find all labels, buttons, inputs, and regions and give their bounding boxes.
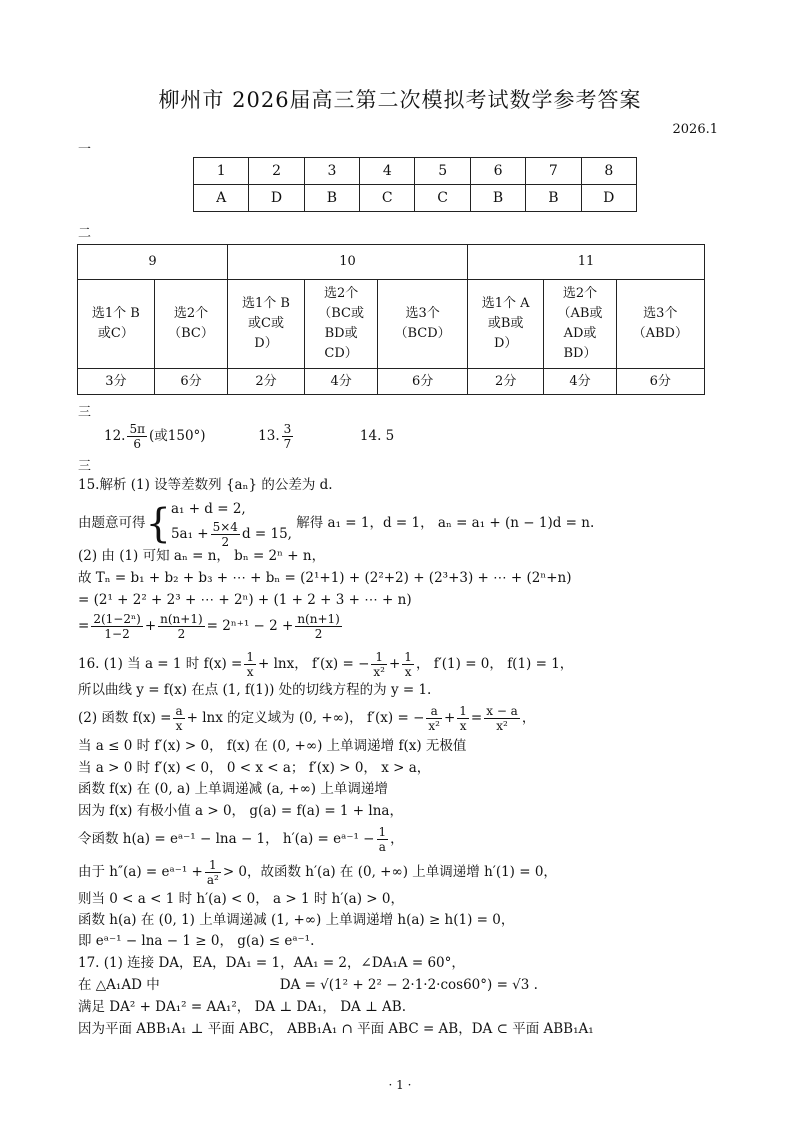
numerator: n(n+1) — [297, 612, 340, 626]
question-number: 8 — [581, 158, 636, 185]
question-number: 3 — [304, 158, 359, 185]
option-cell — [304, 280, 377, 369]
answer-cell: A — [194, 185, 249, 212]
numerator: 2(1−2ⁿ) — [93, 612, 141, 626]
numerator: 5×4 — [212, 520, 238, 534]
denominator: 2 — [221, 535, 230, 549]
multiple-choice-answer-table — [193, 157, 637, 212]
text: 令函数 h(a) = eᵃ⁻¹ − lna − 1， h′(a) = eᵃ⁻¹ − — [78, 831, 375, 847]
option-line: D） — [254, 336, 278, 351]
q13-fraction — [282, 422, 294, 451]
option-line: 选1个 B — [91, 306, 140, 321]
section-two-label: 二 — [78, 226, 92, 241]
equation: a₁ + d = 2, — [170, 501, 246, 517]
text: ， f′(1) = 0， f(1) = 1， — [415, 656, 574, 672]
option-line: 或C或 — [248, 316, 284, 331]
text: 解得 a₁ = 1，d = 1， aₙ = a₁ + (n − 1)d = n. — [296, 515, 595, 531]
fraction — [484, 704, 520, 733]
answer-cell: B — [304, 185, 359, 212]
q12-suffix: (或150°) — [149, 428, 206, 444]
score-cell: 3分 — [78, 369, 155, 395]
option-cell — [378, 280, 468, 369]
q16-line: 即 eᵃ⁻¹ − lna − 1 ≥ 0， g(a) ≤ eᵃ⁻¹. — [78, 933, 315, 949]
fraction — [371, 650, 387, 679]
fraction — [211, 520, 240, 549]
q17-line: 满足 DA² + DA₁² = AA₁²， DA ⊥ DA₁， DA ⊥ AB. — [78, 999, 407, 1015]
answer-cell: B — [526, 185, 581, 212]
page-title: 柳州市 2026届高三第二次模拟考试数学参考答案 — [158, 88, 642, 112]
q16-line: 因为 f(x) 有极小值 a > 0， g(a) = f(a) = 1 + lna， — [78, 803, 403, 819]
denominator: x² — [428, 719, 440, 733]
option-line: BD或 — [324, 326, 358, 341]
q16-line — [78, 650, 573, 679]
page-number: · 1 · — [388, 1078, 412, 1092]
section-three-label: 三 — [78, 405, 92, 420]
question-number: 4 — [360, 158, 415, 185]
numerator: 1 — [205, 858, 221, 873]
denominator: 6 — [133, 437, 142, 451]
denominator: 2 — [177, 627, 186, 641]
q15-line: 15.解析 (1) 设等差数列 {aₙ} 的公差为 d. — [78, 477, 333, 493]
option-line: AD或 — [563, 326, 597, 341]
question-header: 10 — [228, 245, 468, 280]
question-number: 7 — [526, 158, 581, 185]
option-line: 选3个 — [643, 306, 678, 321]
text: 16. (1) 当 a = 1 时 f(x) = — [78, 656, 243, 672]
q17-line: 17. (1) 连接 DA，EA，DA₁ = 1，AA₁ = 2，∠DA₁A = 60°， — [78, 955, 465, 971]
text: 在 △A₁AD 中 — [78, 977, 160, 993]
option-line: 选2个 — [323, 286, 359, 301]
score-cell: 6分 — [616, 369, 704, 395]
question-number: 2 — [249, 158, 304, 185]
q15-line: 故 Tₙ = b₁ + b₂ + b₃ + ⋯ + bₙ = (2¹+1) + (2²+2) + (2³+3) + ⋯ + (2ⁿ+n) — [78, 570, 572, 586]
option-line: 选1个 B — [242, 296, 290, 311]
option-line: 或B或 — [487, 316, 524, 331]
text: > 0，故函数 h′(a) 在 (0, +∞) 上单调递增 h′(1) = 0， — [222, 864, 557, 880]
option-line: （ABD） — [632, 326, 688, 341]
text: ， — [521, 710, 536, 726]
question-number: 5 — [415, 158, 470, 185]
q16-line: 函数 f(x) 在 (0, a) 上单调递减 (a, +∞) 上单调递增 — [78, 781, 388, 797]
numerator: 1 — [378, 825, 387, 839]
option-cell — [544, 280, 616, 369]
table-row — [194, 185, 637, 212]
numerator: n(n+1) — [160, 612, 203, 626]
option-line: （BCD） — [394, 326, 451, 341]
question-header: 11 — [467, 245, 704, 280]
score-cell: 4分 — [544, 369, 616, 395]
score-cell: 4分 — [304, 369, 377, 395]
fill-in-answers — [104, 422, 394, 451]
option-line: 选2个 — [173, 306, 209, 321]
q12-fraction — [127, 422, 147, 451]
fraction — [426, 704, 442, 733]
section-one-label: 一 — [78, 142, 92, 157]
option-line: 选2个 — [562, 286, 598, 301]
numerator: a — [426, 704, 442, 719]
answer-cell: B — [470, 185, 525, 212]
text: d = 15, — [241, 526, 292, 542]
numerator: 5π — [129, 422, 146, 436]
option-line: CD） — [324, 346, 358, 361]
score-cell: 2分 — [467, 369, 544, 395]
q15-sum-line — [78, 612, 344, 641]
text: 由题意可得 — [78, 515, 146, 531]
fraction — [158, 612, 205, 641]
q14-answer: 14. 5 — [359, 428, 395, 444]
denominator: x — [246, 665, 254, 679]
numerator: 3 — [283, 422, 292, 436]
table-row — [194, 158, 637, 185]
q15-line: (2) 由 (1) 可知 aₙ = n， bₙ = 2ⁿ + n， — [78, 548, 326, 564]
denominator: 7 — [283, 437, 292, 451]
option-line: 选1个 A — [481, 296, 530, 311]
text: ， — [390, 831, 404, 847]
exam-date: 2026.1 — [672, 122, 718, 137]
numerator: 1 — [404, 650, 412, 664]
numerator: 1 — [246, 650, 254, 664]
option-cell — [228, 280, 305, 369]
fraction — [173, 704, 184, 733]
answer-cell: C — [415, 185, 470, 212]
text: = — [470, 710, 483, 726]
q17-line — [78, 976, 538, 994]
denominator: x — [459, 719, 467, 733]
fraction — [295, 612, 342, 641]
score-cell: 6分 — [378, 369, 468, 395]
numerator: 1 — [371, 650, 387, 665]
denominator: x² — [496, 719, 508, 733]
text: 由于 h″(a) = eᵃ⁻¹ + — [78, 864, 203, 880]
fraction — [377, 825, 389, 854]
q15-line: = (2¹ + 2² + 2³ + ⋯ + 2ⁿ) + (1 + 2 + 3 + ⋯ + n) — [78, 592, 412, 608]
text: + lnx 的定义域为 (0, +∞)， f′(x) = − — [186, 710, 425, 726]
section-four-label: 三 — [78, 459, 92, 474]
table-row — [78, 369, 705, 395]
multi-select-scoring-table — [77, 244, 705, 395]
text: + — [388, 656, 401, 672]
text: DA = √(1² + 2² − 2·1·2·cos60°) = √3 . — [279, 977, 538, 993]
option-line: （BC或 — [318, 306, 364, 321]
q16-line: 当 a > 0 时 f′(x) < 0， 0 < x < a； f′(x) > 0， x > a， — [78, 760, 431, 776]
q16-line: 所以曲线 y = f(x) 在点 (1, f(1)) 处的切线方程的为 y = 1. — [78, 682, 432, 698]
option-line: 或C） — [97, 326, 134, 341]
option-cell — [154, 280, 227, 369]
equation — [171, 520, 292, 549]
denominator: a² — [206, 873, 219, 887]
text: + lnx， f′(x) = − — [257, 656, 370, 672]
q13-label: 13. — [258, 428, 280, 444]
text: 5a₁ + — [170, 526, 209, 542]
option-cell — [616, 280, 704, 369]
q12-label: 12. — [104, 428, 126, 444]
fraction — [402, 650, 414, 679]
text: (2) 函数 f(x) = — [78, 710, 172, 726]
fraction — [91, 612, 143, 641]
q15-system-line — [78, 498, 594, 549]
option-cell — [467, 280, 544, 369]
numerator: a — [175, 704, 183, 718]
option-line: （AB或 — [557, 306, 603, 321]
fraction — [457, 704, 469, 733]
q16-line — [78, 704, 535, 733]
answer-cell: D — [581, 185, 636, 212]
q16-line: 函数 h(a) 在 (0, 1) 上单调递减 (1, +∞) 上单调递增 h(a) ≥ h(1) = 0， — [78, 912, 515, 928]
numerator: 1 — [459, 704, 467, 718]
equation-system — [171, 498, 292, 549]
question-header: 9 — [78, 245, 228, 280]
text: = 2ⁿ⁺¹ − 2 + — [206, 618, 294, 634]
question-number: 6 — [470, 158, 525, 185]
text: + — [443, 710, 456, 726]
q16-line: 则当 0 < a < 1 时 h′(a) < 0， a > 1 时 h′(a) > 0， — [78, 891, 404, 907]
numerator: x − a — [486, 704, 518, 718]
denominator: a — [378, 840, 386, 854]
denominator: x — [404, 665, 412, 679]
q16-line — [78, 825, 404, 854]
answer-cell: D — [249, 185, 304, 212]
table-row — [78, 245, 705, 280]
option-line: （BC） — [168, 326, 214, 341]
score-cell: 6分 — [154, 369, 227, 395]
fraction — [244, 650, 256, 679]
answer-cell: C — [360, 185, 415, 212]
option-cell — [78, 280, 155, 369]
question-number: 1 — [194, 158, 249, 185]
brace-icon: { — [145, 500, 171, 547]
q17-line: 因为平面 ABB₁A₁ ⊥ 平面 ABC， ABB₁A₁ ∩ 平面 ABC = AB，DA ⊂ 平面 ABB₁A₁ — [78, 1021, 594, 1037]
option-line: D） — [493, 336, 518, 351]
q16-line — [78, 858, 557, 887]
text: + — [144, 618, 157, 634]
text: = — [78, 618, 90, 634]
denominator: x² — [373, 665, 385, 679]
score-cell: 2分 — [228, 369, 305, 395]
denominator: 2 — [314, 627, 323, 641]
option-line: 选3个 — [405, 306, 440, 321]
denominator: 1−2 — [104, 627, 130, 641]
option-line: BD） — [563, 346, 597, 361]
table-row — [78, 280, 705, 369]
denominator: x — [175, 719, 183, 733]
q16-line: 当 a ≤ 0 时 f′(x) > 0， f(x) 在 (0, +∞) 上单调递增 f(x) 无极值 — [78, 738, 467, 754]
fraction — [205, 858, 221, 887]
